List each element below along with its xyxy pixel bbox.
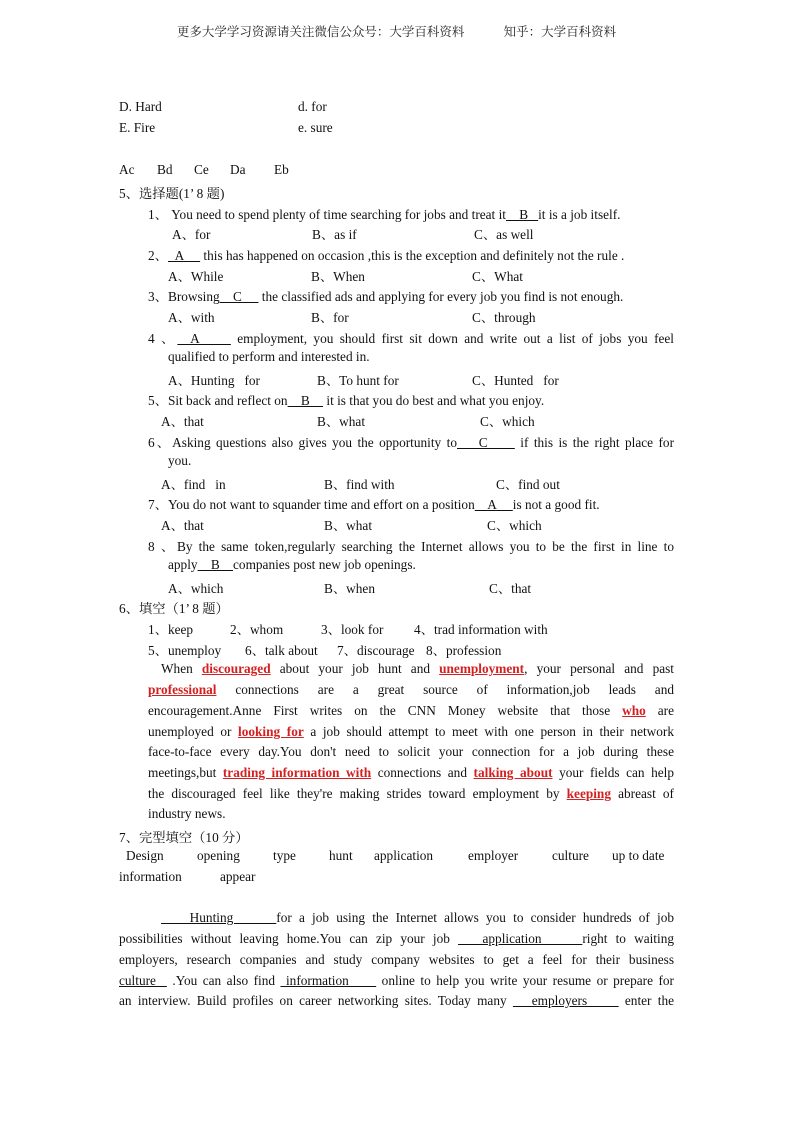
q6-blank: C xyxy=(456,435,515,450)
word-bank-item: application xyxy=(374,848,434,863)
q1-option: B、as if xyxy=(312,227,357,242)
q4-blank: A xyxy=(177,331,231,346)
cloze-para-line: Hunting for a job using the Internet allows you to consider hundreds of job xyxy=(161,910,675,925)
cloze-blank: Hunting xyxy=(161,910,277,925)
fill-para-line: industry news. xyxy=(148,806,226,821)
item-e-letter: E. Fire xyxy=(119,120,156,135)
answer-word: trading information with xyxy=(222,765,372,780)
q3-text: 3、Browsing C the classified ads and applying for every job you find is not enough. xyxy=(148,289,624,304)
q2-option: A、While xyxy=(168,269,224,284)
word-bank-item: 6、talk about xyxy=(245,643,318,658)
q8-option: C、that xyxy=(489,581,532,596)
q8-text: 8 、By the same token,regularly searching the Internet allows you to be the first in line to xyxy=(148,539,674,554)
q1-text: 1、 You need to spend plenty of time searching for jobs and treat it B it is a job itself. xyxy=(148,207,621,222)
q7-option: C、which xyxy=(487,518,542,533)
q4-option: A、Hunting for xyxy=(168,373,260,388)
word-bank-item: 3、look for xyxy=(321,622,384,637)
fill-para-line: encouragement.Anne First writes on the CNN Money website that those who are xyxy=(148,703,674,718)
match-answer: Bd xyxy=(157,162,173,177)
q1-option: A、for xyxy=(172,227,211,242)
q4-text: 4 、 A employment, you should first sit down and write out a list of jobs you feel xyxy=(148,331,674,346)
item-e-match: e. sure xyxy=(298,120,333,135)
q1-blank: B xyxy=(505,207,539,222)
q5-option: C、which xyxy=(480,414,535,429)
word-bank-item: 7、discourage xyxy=(337,643,415,658)
word-bank-item: 8、profession xyxy=(426,643,502,658)
q2-text: 2、 A this has happened on occasion ,this is the exception and definitely not the rule . xyxy=(148,248,625,263)
fill-para-line: meetings,but trading information with connections and talking about your fields can help xyxy=(148,765,674,780)
q5-text: 5、Sit back and reflect on B it is that you do best and what you enjoy. xyxy=(148,393,545,408)
q3-option: A、with xyxy=(168,310,215,325)
fill-para-line: unemployed or looking for a job should attempt to meet with one person in their network xyxy=(148,724,674,739)
item-d-letter: D. Hard xyxy=(119,99,162,114)
q8-option: A、which xyxy=(168,581,224,596)
cloze-blank: information xyxy=(280,973,377,988)
fill-para-line: the discouraged feel like they're making strides toward employment by keeping abreast of xyxy=(148,786,674,801)
match-answer: Da xyxy=(230,162,246,177)
fill-para-line: face-to-face every day.You don't need to solicit your connection for a job during these xyxy=(148,744,674,759)
q2-option: C、What xyxy=(472,269,523,284)
q3-option: C、through xyxy=(472,310,536,325)
answer-word: talking about xyxy=(473,765,553,780)
q7-blank: A xyxy=(474,497,513,512)
word-bank-item: 1、keep xyxy=(148,622,194,637)
cloze-blank: application xyxy=(458,931,583,946)
fill-para-line: professional connections are a great source of information,job leads and xyxy=(148,682,674,697)
q7-option: B、what xyxy=(324,518,373,533)
header-zhihu-note: 知乎：大学百科资料 xyxy=(503,25,617,39)
word-bank-item: 4、trad information with xyxy=(414,622,548,637)
word-bank-item: information xyxy=(119,869,182,884)
cloze-para-line: an interview. Build profiles on career networking sites. Today many employers enter the xyxy=(119,993,675,1008)
q4-option: B、To hunt for xyxy=(317,373,399,388)
q3-blank: C xyxy=(219,289,259,304)
q5-option: A、that xyxy=(161,414,204,429)
answer-word: professional xyxy=(148,682,217,697)
q4-text-cont: qualified to perform and interested in. xyxy=(168,349,370,364)
match-answer: Eb xyxy=(274,162,289,177)
section6-title: 6、填空（1’ 8 题） xyxy=(119,601,229,616)
q8-blank: B xyxy=(197,557,234,572)
cloze-para-line: culture .You can also find information online to help you write your resume or prepare for xyxy=(119,973,674,988)
answer-word: looking for xyxy=(238,724,304,739)
cloze-para-line: possibilities without leaving home.You can zip your job application right to waiting xyxy=(119,931,674,946)
header-wechat-note: 更多大学学习资源请关注微信公众号：大学百科资料 xyxy=(176,25,465,39)
word-bank-item: up to date xyxy=(612,848,665,863)
word-bank-item: Design xyxy=(126,848,164,863)
word-bank-item: appear xyxy=(220,869,256,884)
q1-option: C、as well xyxy=(474,227,534,242)
q5-blank: B xyxy=(287,393,324,408)
word-bank-item: culture xyxy=(552,848,589,863)
cloze-blank: culture xyxy=(119,973,167,988)
q5-option: B、what xyxy=(317,414,366,429)
q6-option: C、find out xyxy=(496,477,560,492)
q7-option: A、that xyxy=(161,518,204,533)
cloze-para-line: employers, research companies and study company websites to get a feel for their business xyxy=(119,952,674,967)
answer-word: who xyxy=(622,703,646,718)
cloze-blank: employers xyxy=(512,993,619,1008)
q2-blank: A xyxy=(167,248,201,263)
q6-option: B、find with xyxy=(324,477,395,492)
q7-text: 7、You do not want to squander time and effort on a position A is not a good fit. xyxy=(148,497,600,512)
item-d-match: d. for xyxy=(298,99,327,114)
q8-text-cont: apply B companies post new job openings. xyxy=(168,557,416,572)
q6-text: 6、Asking questions also gives you the opportunity to C if this is the right place for xyxy=(148,435,675,450)
q6-text-cont: you. xyxy=(168,453,192,468)
answer-word: keeping xyxy=(566,786,611,801)
answer-word: discouraged xyxy=(201,661,271,676)
q8-option: B、when xyxy=(324,581,375,596)
q6-option: A、find in xyxy=(161,477,226,492)
section5-title: 5、选择题(1’ 8 题) xyxy=(119,186,225,201)
q3-option: B、for xyxy=(311,310,349,325)
word-bank-item: opening xyxy=(197,848,240,863)
word-bank-item: hunt xyxy=(329,848,353,863)
word-bank-item: 5、unemploy xyxy=(148,643,222,658)
word-bank-item: type xyxy=(273,848,296,863)
answer-word: unemployment xyxy=(439,661,525,676)
word-bank-item: 2、whom xyxy=(230,622,284,637)
section7-title: 7、完型填空（10 分） xyxy=(119,830,249,845)
fill-para-line: When discouraged about your job hunt and unemployment, your personal and past xyxy=(161,661,674,676)
q4-option: C、Hunted for xyxy=(472,373,559,388)
match-answer: Ac xyxy=(119,162,135,177)
match-answer: Ce xyxy=(194,162,209,177)
page-header xyxy=(0,22,793,40)
word-bank-item: employer xyxy=(468,848,519,863)
q2-option: B、When xyxy=(311,269,365,284)
